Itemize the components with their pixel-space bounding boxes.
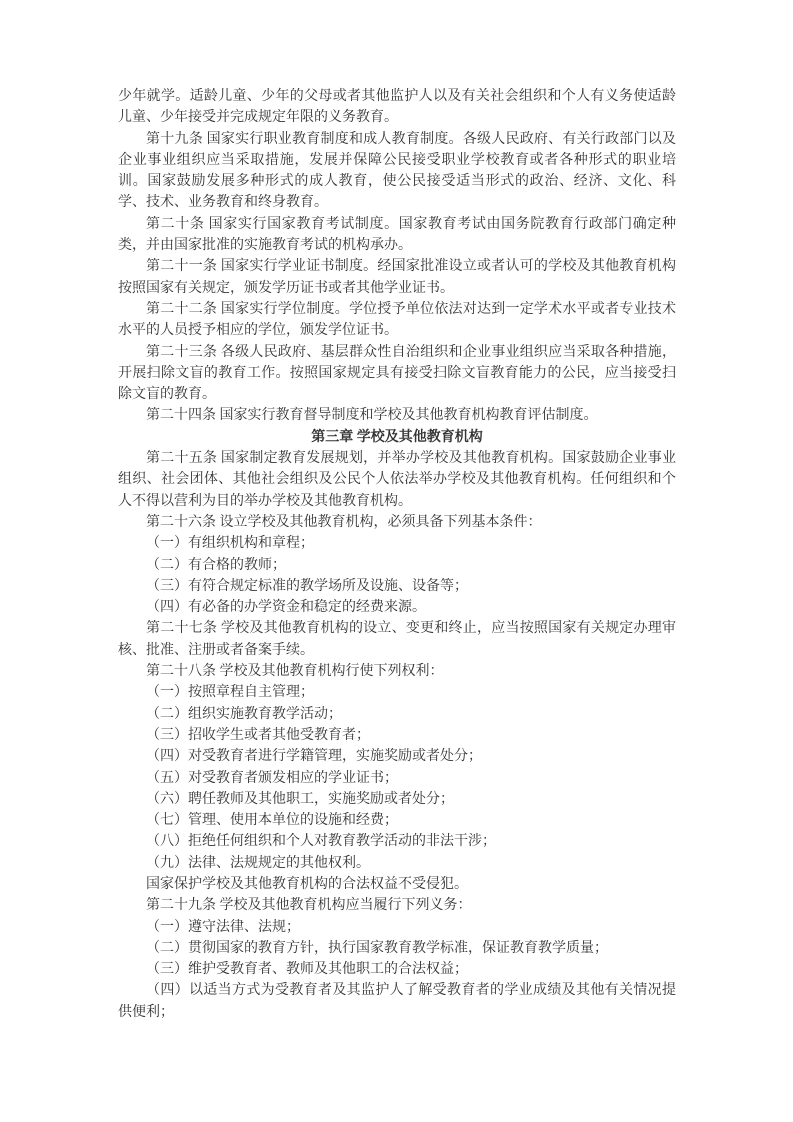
article-paragraph: 第十九条 国家实行职业教育制度和成人教育制度。各级人民政府、有关行政部门以及企业事业组织应当采取措施，发展并保障公民接受职业学校教育或者各种形式的职业培训。国家鼓励发展多种形式的成人教育，使公民接受适当形式的政治、经济、文化、科学、技术、业务教育和终身教育。 [118, 131, 676, 211]
chapter-heading: 第三章 学校及其他教育机构 [311, 429, 483, 445]
list-item-paragraph: （一）遵守法律、法规； [146, 919, 300, 935]
article-paragraph: 第二十条 国家实行国家教育考试制度。国家教育考试由国务院教育行政部门确定种类，并由国家批准的实施教育考试的机构承办。 [118, 216, 676, 254]
list-item-paragraph: （三）维护受教育者、教师及其他职工的合法权益； [146, 962, 468, 978]
list-item-paragraph: （一）有组织机构和章程； [146, 536, 314, 552]
article-paragraph: 国家保护学校及其他教育机构的合法权益不受侵犯。 [146, 876, 468, 892]
article-paragraph: 第二十九条 学校及其他教育机构应当履行下列义务： [146, 898, 472, 914]
list-item-paragraph: （五）对受教育者颁发相应的学业证书； [146, 770, 398, 786]
list-item-paragraph: （一）按照章程自主管理； [146, 685, 314, 701]
list-item-paragraph: （八）拒绝任何组织和个人对教育教学活动的非法干涉； [146, 834, 496, 850]
list-item-paragraph: （四）有必备的办学资金和稳定的经费来源。 [146, 600, 426, 616]
list-item-paragraph: （六）聘任教师及其他职工，实施奖励或者处分； [146, 791, 454, 807]
list-item-paragraph: （三）招收学生或者其他受教育者； [146, 727, 370, 743]
list-item-paragraph: （四）以适当方式为受教育者及其监护人了解受教育者的学业成绩及其他有关情况提供便利； [118, 983, 676, 1020]
article-paragraph: 第二十六条 设立学校及其他教育机构，必须具备下列基本条件： [146, 514, 542, 530]
article-paragraph: 第二十二条 国家实行学位制度。学位授予单位依法对达到一定学术水平或者专业技术水平的人员授予相应的学位，颁发学位证书。 [118, 301, 676, 339]
article-paragraph: 第二十四条 国家实行教育督导制度和学校及其他教育机构教育评估制度。 [146, 408, 598, 424]
list-item-paragraph: （二）贯彻国家的教育方针，执行国家教育教学标准，保证教育教学质量； [146, 940, 608, 956]
list-item-paragraph: （七）管理、使用本单位的设施和经费； [146, 813, 398, 829]
article-paragraph: 第二十三条 各级人民政府、基层群众性自治组织和企业事业组织应当采取各种措施，开展扫除文盲的教育工作。按照国家规定具有接受扫除文盲教育能力的公民，应当接受扫除文盲的教育。 [118, 344, 676, 403]
article-paragraph: 第二十八条 学校及其他教育机构行使下列权利： [146, 664, 444, 680]
article-paragraph: 第二十一条 国家实行学业证书制度。经国家批准设立或者认可的学校及其他教育机构按照国家有关规定，颁发学历证书或者其他学业证书。 [118, 259, 676, 296]
article-paragraph: 第二十七条 学校及其他教育机构的设立、变更和终止，应当按照国家有关规定办理审核、批准、注册或者备案手续。 [118, 621, 676, 658]
body-paragraph: 少年就学。适龄儿童、少年的父母或者其他监护人以及有关社会组织和个人有义务使适龄儿童、少年接受并完成规定年限的义务教育。 [118, 89, 676, 126]
document-content [118, 86, 676, 1023]
list-item-paragraph: （九）法律、法规规定的其他权利。 [146, 855, 370, 871]
list-item-paragraph: （四）对受教育者进行学籍管理，实施奖励或者处分； [146, 749, 482, 765]
article-paragraph: 第二十五条 国家制定教育发展规划，并举办学校及其他教育机构。国家鼓励企业事业组织、社会团体、其他社会组织及公民个人依法举办学校及其他教育机构。任何组织和个人不得以营利为目的举办学校及其他教育机构。 [118, 451, 676, 509]
list-item-paragraph: （二）组织实施教育教学活动； [146, 706, 342, 722]
list-item-paragraph: （三）有符合规定标准的教学场所及设施、设备等； [146, 578, 468, 594]
list-item-paragraph: （二）有合格的教师； [146, 557, 286, 573]
